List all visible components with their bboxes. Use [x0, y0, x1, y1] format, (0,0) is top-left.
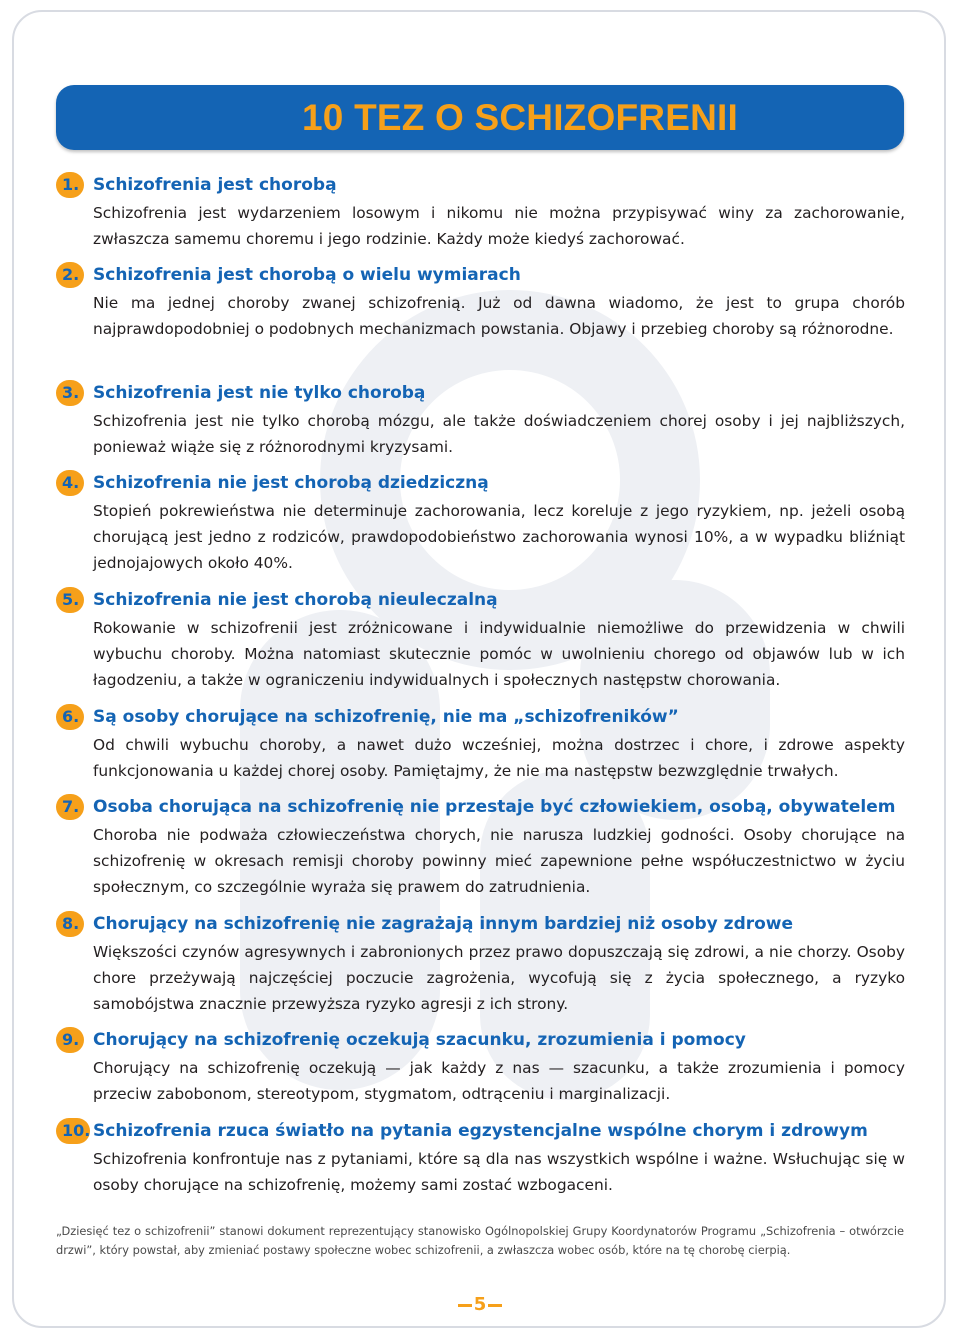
thesis-number: 8. [62, 914, 80, 933]
page-title: 10 TEZ O SCHIZOFRENII [302, 97, 738, 138]
thesis-number: 1. [62, 175, 80, 194]
thesis-heading: Schizofrenia nie jest chorobą nieuleczalną [93, 590, 498, 610]
thesis-text: Choroba nie podważa człowieczeństwa chorych, nie narusza ludzkiej godności. Osoby chorujące na schizofrenię w okresach remisji choroby powinny mieć zapewnione pełne współuczestnictwo w życiu społecznym, co szczególnie wyraża się prawem do zatrudnienia. [93, 826, 905, 896]
thesis-number: 5. [62, 590, 80, 609]
thesis-text: Rokowanie w schizofrenii jest zróżnicowane i indywidualnie niemożliwe do przewidzenia w chwili wybuchu choroby. Można natomiast skutecznie pomóc w uwolnieniu chorego od objawów lub w ich łagodzeniu, a także w ograniczeniu indywidualnych i społecznych następstw chorowania. [93, 619, 905, 689]
thesis-heading: Chorujący na schizofrenię nie zagrażają innym bardziej niż osoby zdrowe [93, 914, 794, 934]
thesis-heading: Schizofrenia jest chorobą [93, 175, 337, 195]
thesis-number: 7. [62, 797, 80, 816]
dash-right [488, 1304, 502, 1307]
thesis-heading: Schizofrenia jest chorobą o wielu wymiarach [93, 265, 521, 285]
page-number [0, 1294, 960, 1315]
thesis-number: 9. [62, 1030, 80, 1049]
thesis-number: 4. [62, 473, 80, 492]
thesis-heading: Schizofrenia jest nie tylko chorobą [93, 383, 426, 403]
thesis-text: Większości czynów agresywnych i zabronionych przez prawo dopuszczają się zdrowi, a nie chorzy. Osoby chore przeżywają najczęściej poczucie zagrożenia, wycofują się z życia społecznego, a ryzyko samobójstwa znacznie przewyższa ryzyko agresji z ich strony. [93, 943, 905, 1013]
footnote: „Dziesięć tez o schizofrenii” stanowi dokument reprezentujący stanowisko Ogólnopolskiej Grupy Koordynatorów Programu „Schizofrenia – otwórzcie drzwi”, który powstał, aby zmieniać postawy społeczne wobec schizofrenii, a zwłaszcza wobec osób, które na tę chorobę cierpią. [56, 1224, 904, 1257]
thesis-number: 3. [62, 383, 80, 402]
thesis-text: Schizofrenia jest nie tylko chorobą mózgu, ale także doświadczeniem chorej osoby i jej najbliższych, ponieważ wiąże się z różnorodnymi kryzysami. [93, 412, 905, 456]
thesis-heading: Są osoby chorujące na schizofrenię, nie ma „schizofreników” [93, 707, 679, 727]
thesis-number: 6. [62, 707, 80, 726]
thesis-heading: Schizofrenia rzuca światło na pytania egzystencjalne wspólne chorym i zdrowym [93, 1121, 868, 1141]
thesis-heading: Chorujący na schizofrenię oczekują szacunku, zrozumienia i pomocy [93, 1030, 746, 1050]
thesis-text: Nie ma jednej choroby zwanej schizofrenią. Już od dawna wiadomo, że jest to grupa chorób najprawdopodobniej o podobnych mechanizmach powstania. Objawy i przebieg choroby są różnorodne. [93, 294, 905, 338]
thesis-text: Chorujący na schizofrenię oczekują — jak każdy z nas — szacunku, a także zrozumienia i pomocy przeciw zabobonom, stereotypom, stygmatom, odtrąceniu i marginalizacji. [93, 1059, 905, 1103]
thesis-text: Schizofrenia jest wydarzeniem losowym i nikomu nie można przypisywać winy za zachorowanie, zwłaszcza samemu choremu i jego rodzinie. Każdy może kiedyś zachorować. [93, 204, 905, 248]
thesis-text: Stopień pokrewieństwa nie determinuje zachorowania, lecz koreluje z jego ryzykiem, np. jeżeli osobą chorującą jest jedno z rodziców, prawdopodobieństwo zachorowania wynosi 10%, a w wypadku bliźniąt jednojajowych około 40%. [93, 502, 905, 572]
thesis-number: 10. [62, 1121, 91, 1140]
page-number-value: 5 [473, 1294, 487, 1315]
thesis-number: 2. [62, 265, 80, 284]
thesis-heading: Osoba chorująca na schizofrenię nie przestaje być człowiekiem, osobą, obywatelem [93, 797, 896, 817]
thesis-text: Schizofrenia konfrontuje nas z pytaniami, które są dla nas wszystkich wspólne i ważne. Wsłuchując się w osoby chorujące na schizofrenię, możemy sami zostać wzbogaceni. [93, 1150, 905, 1194]
thesis-text: Od chwili wybuchu choroby, a nawet dużo wcześniej, można dostrzec i chore, i zdrowe aspekty funkcjonowania u każdej chorej osoby. Pamiętajmy, że nie ma następstw bezwzględnie trwałych. [93, 736, 905, 780]
thesis-heading: Schizofrenia nie jest chorobą dziedziczną [93, 473, 489, 493]
dash-left [458, 1304, 472, 1307]
